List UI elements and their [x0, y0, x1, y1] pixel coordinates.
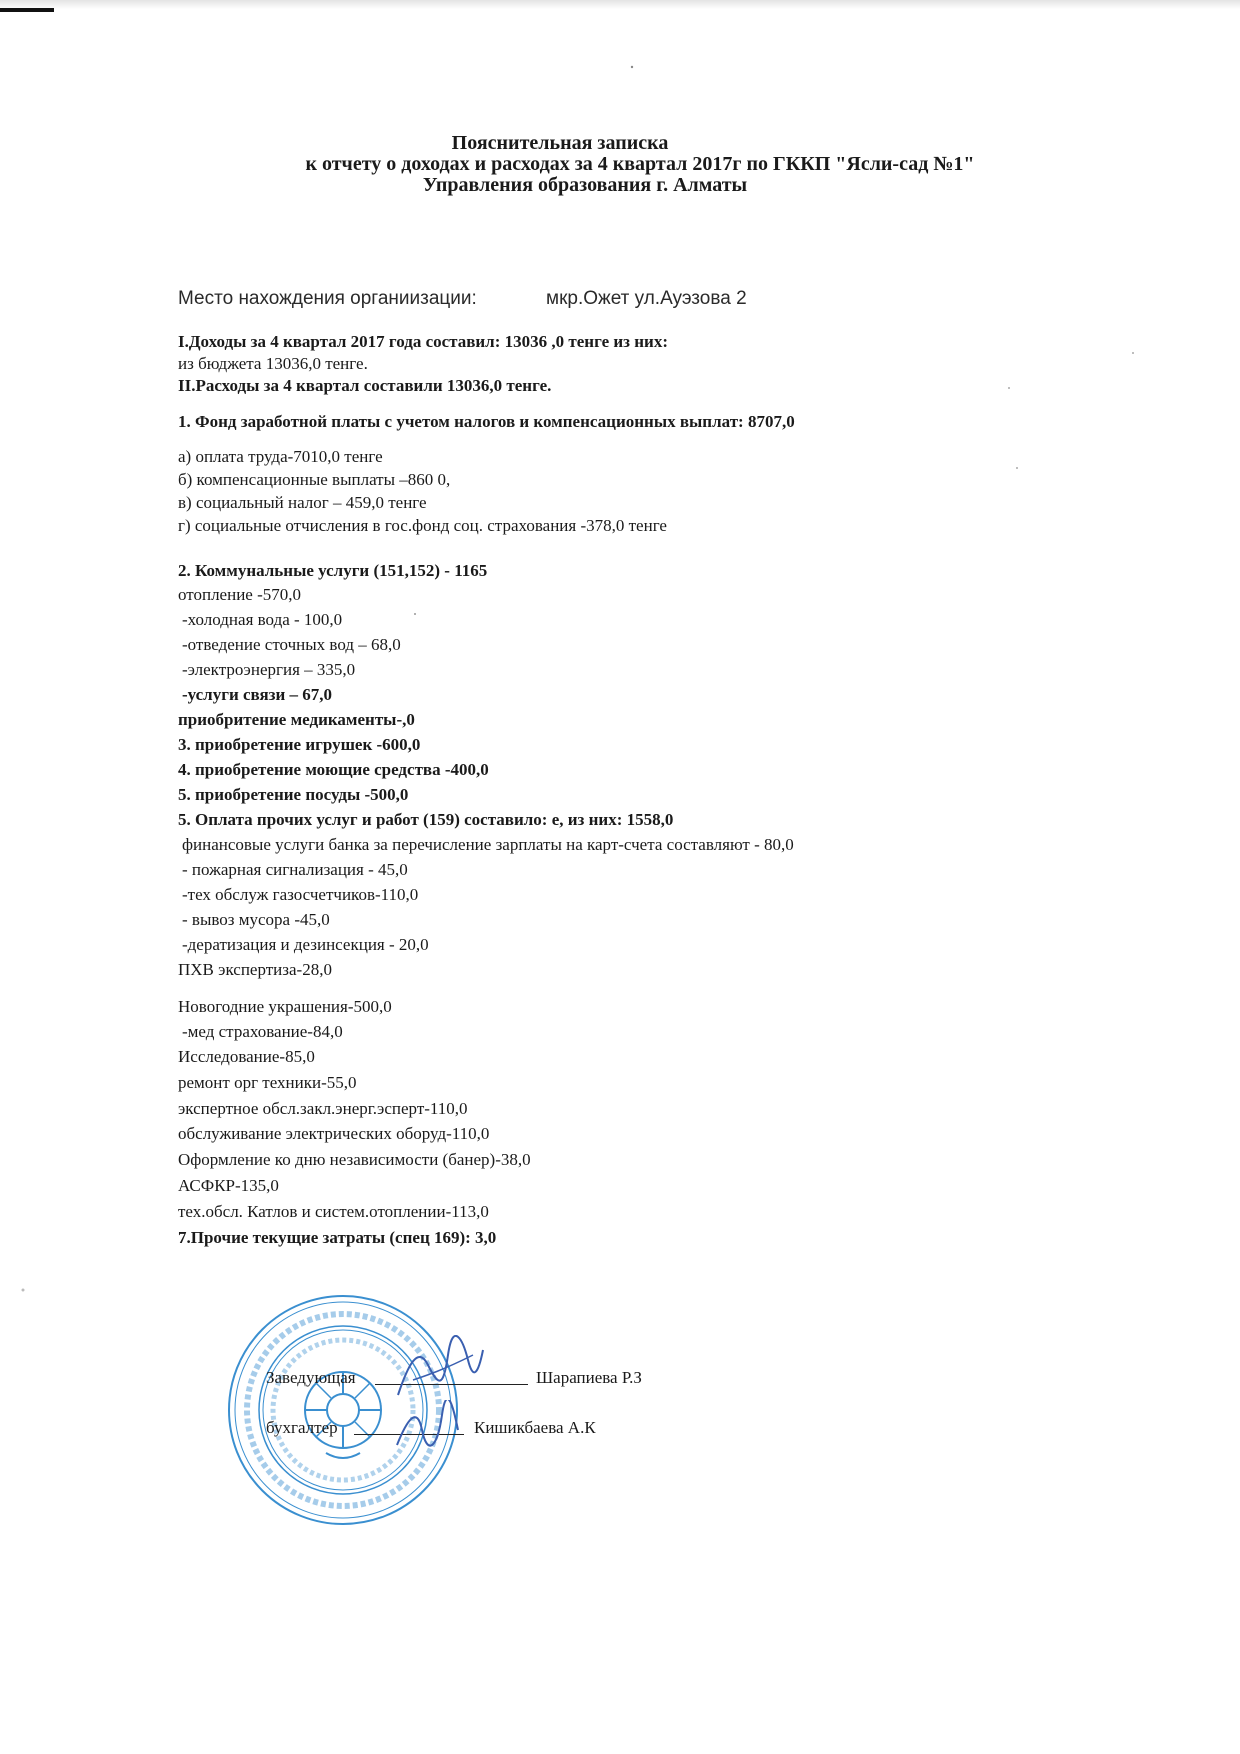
services-item: Новогодние украшения-500,0 [178, 997, 392, 1016]
other-costs-line: 7.Прочие текущие затраты (спец 169): 3,0 [178, 1228, 497, 1247]
utilities-item: -услуги связи – 67,0 [182, 685, 333, 704]
purchase-item: 3. приобретение игрушек -600,0 [178, 735, 421, 754]
accountant-name: Кишикбаева А.К [474, 1418, 596, 1437]
services-item: ПХВ экспертиза-28,0 [178, 960, 332, 979]
services-item: - пожарная сигнализация - 45,0 [182, 860, 408, 879]
income-line-1: I.Доходы за 4 квартал 2017 года составил: 13036 ,0 тенге из них: [178, 332, 668, 351]
organization-location [178, 288, 747, 310]
services-item: -тех обслуж газосчетчиков-110,0 [182, 885, 419, 904]
location-label: Место нахождения органиизации: [178, 288, 477, 309]
utilities-heading: 2. Коммунальные услуги (151,152) - 1165 [178, 561, 488, 580]
utilities-item: -холодная вода - 100,0 [182, 610, 343, 629]
scan-top-edge [0, 0, 1240, 9]
title-line-3: Управления образования г. Алматы [422, 174, 748, 196]
payroll-heading: 1. Фонд заработной платы с учетом налогов и компенсационных выплат: 8707,0 [178, 412, 795, 431]
title-line-2: к отчету о доходах и расходах за 4 квартал 2017г по ГККП "Ясли-сад №1" [305, 153, 975, 175]
services-item: Исследование-85,0 [178, 1047, 315, 1066]
services-item: -дератизация и дезинсекция - 20,0 [182, 935, 429, 954]
services-item: ремонт орг техники-55,0 [178, 1073, 357, 1092]
accountant-signature-scribble [392, 1400, 462, 1455]
services-item: -мед страхование-84,0 [182, 1022, 343, 1041]
scan-corner-mark [0, 8, 54, 12]
payroll-item: г) социальные отчисления в гос.фонд соц. страхования -378,0 тенге [178, 516, 667, 535]
head-signature-scribble [388, 1335, 488, 1405]
head-name: Шарапиева Р.З [536, 1368, 642, 1387]
purchase-item: 4. приобретение моющие средства -400,0 [178, 760, 489, 779]
services-item: обслуживание электрических оборуд-110,0 [178, 1124, 490, 1143]
services-heading: 5. Оплата прочих услуг и работ (159) составило: е, из них: 1558,0 [178, 810, 674, 829]
document-title [0, 133, 1240, 196]
utilities-item: отопление -570,0 [178, 585, 302, 604]
services-item: АСФКР-135,0 [178, 1176, 279, 1195]
medicines-line: приобритение медикаменты-,0 [178, 710, 415, 729]
services-item: - вывоз мусора -45,0 [182, 910, 330, 929]
payroll-item: в) социальный налог – 459,0 тенге [178, 493, 427, 512]
utilities-item: -отведение сточных вод – 68,0 [182, 635, 401, 654]
payroll-item: б) компенсационные выплаты –860 0, [178, 470, 451, 489]
head-label: Заведующая [266, 1368, 356, 1387]
accountant-label: бухгалтер [266, 1418, 338, 1437]
location-value: мкр.Ожет ул.Ауэзова 2 [546, 288, 747, 309]
services-item: финансовые услуги банка за перечисление зарплаты на карт-счета составляют - 80,0 [182, 835, 794, 854]
title-line-1: Пояснительная записка [451, 132, 669, 154]
expenses-line: II.Расходы за 4 квартал составили 13036,0 тенге. [178, 376, 552, 395]
utilities-item: -электроэнергия – 335,0 [182, 660, 356, 679]
services-item: экспертное обсл.закл.энерг.эсперт-110,0 [178, 1099, 468, 1118]
purchase-item: 5. приобретение посуды -500,0 [178, 785, 409, 804]
services-item: тех.обсл. Катлов и систем.отоплении-113,0 [178, 1202, 489, 1221]
payroll-item: а) оплата труда-7010,0 тенге [178, 447, 383, 466]
services-item: Оформление ко дню независимости (банер)-38,0 [178, 1150, 531, 1169]
income-line-2: из бюджета 13036,0 тенге. [178, 354, 368, 373]
